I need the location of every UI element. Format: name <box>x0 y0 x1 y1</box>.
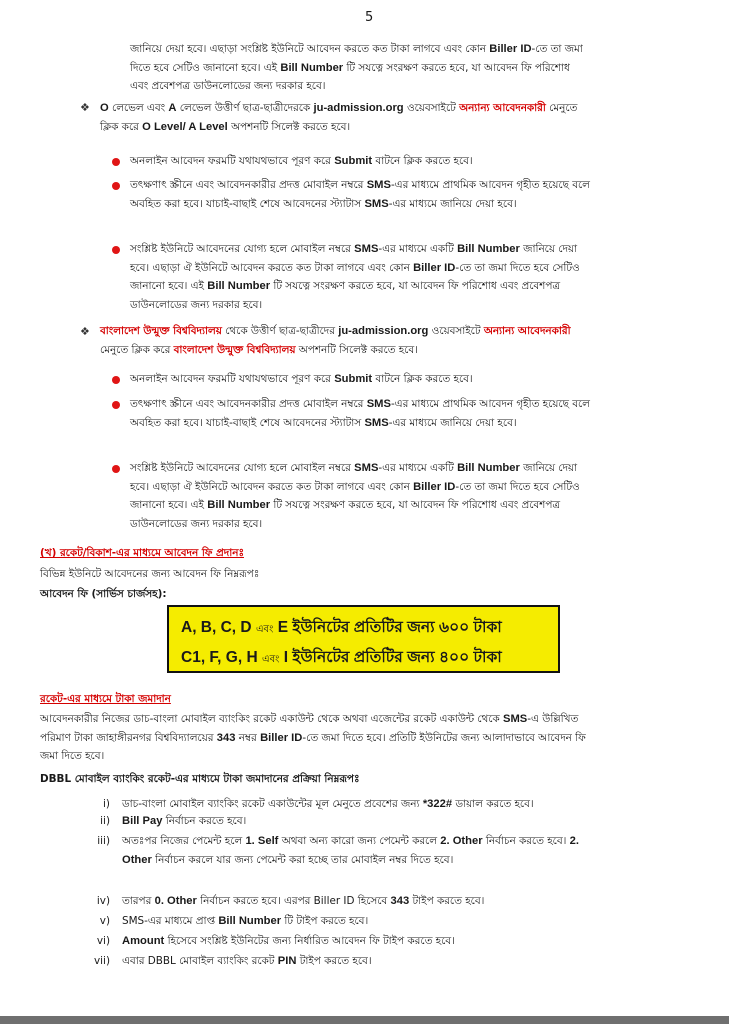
rocket-paragraph: আবেদনকারীর নিজের ডাচ-বাংলা মোবাইল ব্যাংকিং রকেট একাউন্ট থেকে অথবা এজেন্টের রকেট একাউন্ট থেকে SMS-এ উল্লিখিত পরিমাণ টাকা জাহাঙ্গীরনগর বিশ্ববিদ্যালয়ের 343 নম্বর Biller ID-তে জমা দিতে হবে। প্রতিটি ইউনিটের জন্য আলাদাভাবে আবেদন ফি জমা দিতে হবে। <box>40 713 586 763</box>
step-7: এবার DBBL মোবাইল ব্যাংকিং রকেট PIN টাইপ করতে হবে। <box>122 955 372 967</box>
o-level-bullet-3: সংশ্লিষ্ট ইউনিটে আবেদনের যোগ্য হলে মোবাইল নম্বরে SMS-এর মাধ্যমে একটি Bill Number জানিয়ে দেয়া হবে। এছাড়া ঐ ইউনিটে আবেদন করতে কত টাকা লাগবে এবং কোন Biller ID-তে তা জমা দিতে হবে সেটিও জানানো হবে। এই Bill Number টি সযত্নে সংরক্ষণ করতে হবে, যা আবেদন ফি পরিশোধ এবং প্রবেশপত্র ডাউনলোডের জন্য দরকার হবে। <box>130 243 580 311</box>
bou-bullet-3: সংশ্লিষ্ট ইউনিটে আবেদনের যোগ্য হলে মোবাইল নম্বরে SMS-এর মাধ্যমে একটি Bill Number জানিয়ে দেয়া হবে। এছাড়া ঐ ইউনিটে আবেদন করতে কত টাকা লাগবে এবং কোন Biller ID-তে তা জমা দিতে হবে সেটিও জানানো হবে। এই Bill Number টি সযত্নে সংরক্ষণ করতে হবে, যা আবেদন ফি পরিশোধ এবং প্রবেশপত্র ডাউনলোডের জন্য দরকার হবে। <box>130 462 580 530</box>
diamond-bullet-icon: ❖ <box>80 101 90 114</box>
step-number: v) <box>99 915 110 927</box>
page-number: 5 <box>365 10 374 25</box>
step-number: iv) <box>96 895 110 907</box>
step-number: ii) <box>100 815 110 827</box>
bou-intro: বাংলাদেশ উন্মুক্ত বিশ্ববিদ্যালয় থেকে উত্তীর্ণ ছাত্র-ছাত্রীদের ju-admission.org ওয়েবসাইটে অন্যান্য আবেদনকারী মেনুতে ক্লিক করে বাংলাদেশ উন্মুক্ত বিশ্ববিদ্যালয় অপশনটি সিলেক্ট করতে হবে। <box>100 325 571 356</box>
red-bullet-icon <box>112 401 120 409</box>
fee-heading: আবেদন ফি (সার্ভিস চার্জসহ): <box>40 588 167 600</box>
red-bullet-icon <box>112 158 120 166</box>
red-bullet-icon <box>112 376 120 384</box>
top-paragraph: জানিয়ে দেয়া হবে। এছাড়া সংশ্লিষ্ট ইউনিটে আবেদন করতে কত টাকা লাগবে এবং কোন Biller ID-তে তা জমা দিতে হবে সেটিও জানানো হবে। এই Bill Number টি সযত্নে সংরক্ষণ করতে হবে, যা আবেদন ফি পরিশোধ এবং প্রবেশপত্র ডাউনলোডের জন্য দরকার হবে। <box>130 43 583 93</box>
section-kha-title: (খ) রকেট/বিকাশ-এর মাধ্যমে আবেদন ফি প্রদানঃ <box>40 547 244 559</box>
step-6: Amount হিসেবে সংশ্লিষ্ট ইউনিটের জন্য নির্ধারিত আবেদন ফি টাইপ করতে হবে। <box>122 935 455 947</box>
step-number: iii) <box>97 835 110 847</box>
fee-row-600: A, B, C, D এবং E ইউনিটের প্রতিটির জন্য ৬০০ টাকা <box>181 619 502 636</box>
step-2: Bill Pay নির্বাচন করতে হবে। <box>122 815 247 827</box>
step-5: SMS-এর মাধ্যমে প্রাপ্ত Bill Number টি টাইপ করতে হবে। <box>122 915 369 927</box>
fee-row-400: C1, F, G, H এবং I ইউনিটের প্রতিটির জন্য ৪০০ টাকা <box>181 649 502 666</box>
o-level-bullet-2: তৎক্ষণাৎ স্ক্রীনে এবং আবেদনকারীর প্রদত্ত মোবাইল নম্বরে SMS-এর মাধ্যমে প্রাথমিক আবেদন গৃহীত হয়েছে বলে অবহিত করা হবে। যাচাই-বাছাই শেষে আবেদনের স্ট্যাটাস SMS-এর মাধ্যমে জানিয়ে দেয়া হবে। <box>130 179 590 210</box>
fee-table <box>167 605 560 673</box>
red-bullet-icon <box>112 246 120 254</box>
diamond-bullet-icon: ❖ <box>80 325 90 338</box>
step-4: তারপর 0. Other নির্বাচন করতে হবে। এরপর Biller ID হিসেবে 343 টাইপ করতে হবে। <box>122 895 485 907</box>
rocket-title: রকেট-এর মাধ্যমে টাকা জমাদান <box>40 693 171 705</box>
red-bullet-icon <box>112 182 120 190</box>
section-kha-intro: বিভিন্ন ইউনিটে আবেদনের জন্য আবেদন ফি নিম্নরূপঃ <box>40 568 260 580</box>
bou-bullet-1: অনলাইন আবেদন ফরমটি যথাযথভাবে পূরণ করে Submit বাটনে ক্লিক করতে হবে। <box>130 373 473 385</box>
red-bullet-icon <box>112 465 120 473</box>
step-number: vii) <box>94 955 110 967</box>
step-number: vi) <box>96 935 110 947</box>
o-level-bullet-1: অনলাইন আবেদন ফরমটি যথাযথভাবে পূরণ করে Submit বাটনে ক্লিক করতে হবে। <box>130 155 473 167</box>
bou-bullet-2: তৎক্ষণাৎ স্ক্রীনে এবং আবেদনকারীর প্রদত্ত মোবাইল নম্বরে SMS-এর মাধ্যমে প্রাথমিক আবেদন গৃহীত হয়েছে বলে অবহিত করা হবে। যাচাই-বাছাই শেষে আবেদনের স্ট্যাটাস SMS-এর মাধ্যমে জানিয়ে দেয়া হবে। <box>130 398 590 429</box>
process-title: DBBL মোবাইল ব্যাংকিং রকেট-এর মাধ্যমে টাকা জমাদানের প্রক্রিয়া নিম্নরূপঃ <box>40 773 360 785</box>
viewer-bottom-bar <box>0 1016 729 1024</box>
step-3: অতঃপর নিজের পেমেন্ট হলে 1. Self অথবা অন্য কারো জন্য পেমেন্ট করলে 2. Other নির্বাচন করতে হবে। 2. Other নির্বাচন করলে যার জন্য পেমেন্ট করা হচ্ছে তার মোবাইল নম্বর দিতে হবে। <box>122 835 579 866</box>
o-level-intro: O লেভেল এবং A লেভেল উত্তীর্ণ ছাত্র-ছাত্রীদেরকে ju-admission.org ওয়েবসাইটে অন্যান্য আবেদনকারী মেনুতে ক্লিক করে O Level/ A Level অপশনটি সিলেক্ট করতে হবে। <box>100 102 578 133</box>
step-number: i) <box>103 798 110 810</box>
step-1: ডাচ-বাংলা মোবাইল ব্যাংকিং রকেট একাউন্টের মূল মেনুতে প্রবেশের জন্য *322# ডায়াল করতে হবে। <box>122 798 534 810</box>
